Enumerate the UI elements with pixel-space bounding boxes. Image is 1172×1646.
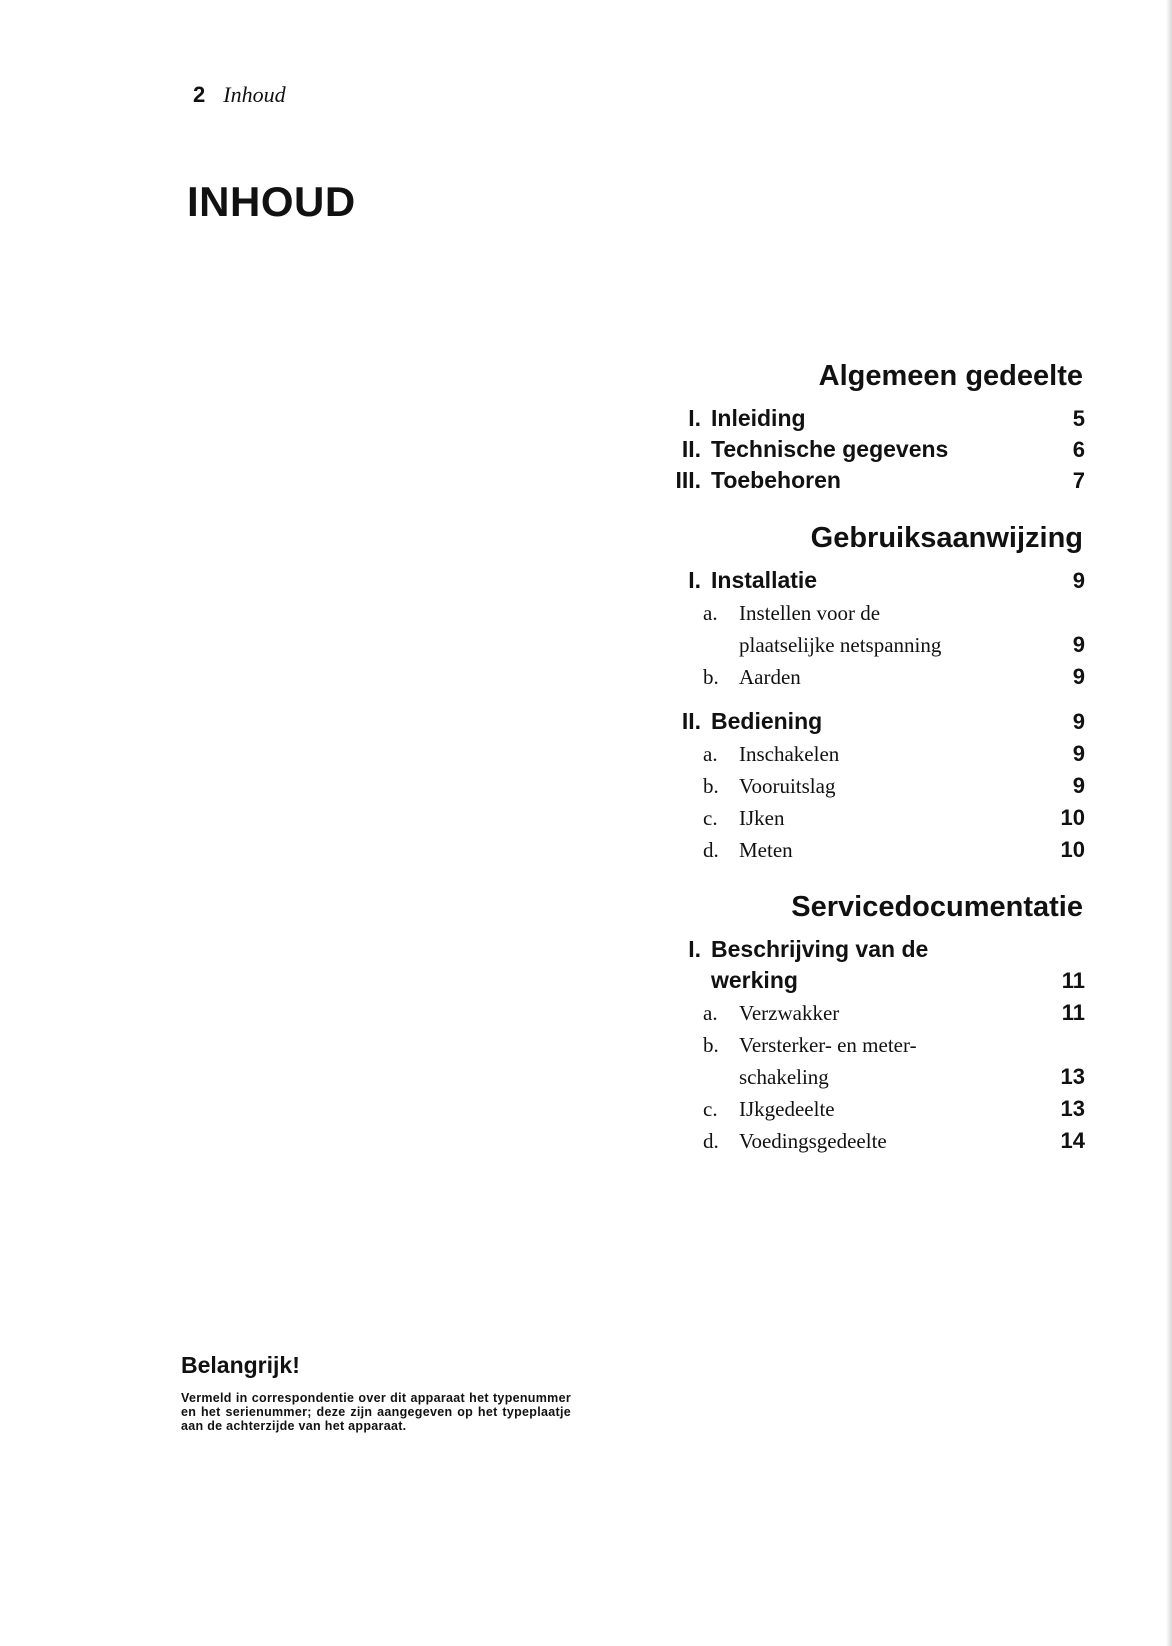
toc-entry-beschrijving[interactable] [655,932,1085,963]
toc-section-servicedocumentatie [655,891,1085,1154]
toc-entry-installatie[interactable] [655,563,1085,594]
page-number: 2 [193,82,206,107]
entry-page: 14 [1060,1128,1085,1153]
entry-number: I. [688,936,701,962]
entry-page: 10 [1060,837,1085,862]
toc-subentry-ijken[interactable] [655,799,1085,831]
subentry-letter: d. [703,838,719,862]
running-title: Inhoud [223,82,286,107]
subentry-label-continued: schakeling [739,1065,829,1089]
entry-label: Inleiding [711,405,806,431]
table-of-contents [655,360,1085,1168]
entry-number: II. [681,708,701,734]
subentry-label: Meten [739,838,793,862]
entry-number: I. [688,567,701,593]
toc-entry-inleiding[interactable] [655,401,1085,432]
subentry-label: IJkgedeelte [739,1097,835,1121]
note-text: Vermeld in correspondentie over dit apparaat het typenummer en het serienummer; deze zijn aangegeven op het typeplaatje aan de achterzijde van het apparaat. [181,1391,571,1433]
toc-entry-beschrijving-cont[interactable] [655,963,1085,994]
subentry-label: Versterker- en meter- [739,1033,917,1057]
page-edge-shadow [1166,0,1172,1646]
entry-label: Installatie [711,567,818,593]
entry-number: II. [681,436,701,462]
toc-subentry-inschakelen[interactable] [655,735,1085,767]
entry-number: III. [675,467,701,493]
subentry-label: Verzwakker [739,1001,840,1025]
page-header [193,82,286,108]
toc-subentry-instellen-cont[interactable] [655,626,1085,658]
entry-label: Beschrijving van de [711,936,929,962]
toc-subentry-voedingsgedeelte[interactable] [655,1122,1085,1154]
toc-subentry-ijkgedeelte[interactable] [655,1090,1085,1122]
subentry-letter: b. [703,665,719,689]
entry-label: Bediening [711,708,823,734]
entry-page: 5 [1072,406,1085,431]
toc-subentry-versterker-cont[interactable] [655,1058,1085,1090]
entry-page: 9 [1072,568,1085,593]
toc-subentry-instellen[interactable] [655,594,1085,626]
entry-label: Technische gegevens [711,436,949,462]
entry-page: 9 [1072,773,1085,798]
subentry-letter: b. [703,1033,719,1057]
toc-entry-technische-gegevens[interactable] [655,432,1085,463]
note-heading: Belangrijk! [181,1352,300,1378]
entry-page: 9 [1072,741,1085,766]
toc-entry-toebehoren[interactable] [655,463,1085,494]
subentry-label: IJken [739,806,785,830]
entry-page: 10 [1060,805,1085,830]
toc-entry-bediening[interactable] [655,704,1085,735]
toc-subentry-aarden[interactable] [655,658,1085,690]
subentry-label: Aarden [739,665,801,689]
subentry-label-continued: plaatselijke netspanning [739,633,942,657]
section-heading-algemeen: Algemeen gedeelte [818,360,1083,392]
toc-section-gebruiksaanwijzing [655,522,1085,863]
toc-section-algemeen [655,360,1085,494]
subentry-letter: a. [703,742,718,766]
section-heading-servicedocumentatie: Servicedocumentatie [791,891,1083,923]
entry-page: 13 [1060,1064,1085,1089]
entry-page: 7 [1072,468,1085,493]
subentry-letter: c. [703,806,718,830]
section-heading-gebruiksaanwijzing: Gebruiksaanwijzing [810,522,1083,554]
entry-page: 11 [1061,968,1085,993]
toc-subentry-verzwakker[interactable] [655,994,1085,1026]
toc-subentry-versterker[interactable] [655,1026,1085,1058]
subentry-label: Inschakelen [739,742,840,766]
subentry-letter: a. [703,1001,718,1025]
subentry-letter: d. [703,1129,719,1153]
entry-label: Toebehoren [711,467,841,493]
entry-page: 9 [1072,709,1085,734]
entry-label-continued: werking [711,967,798,993]
subentry-letter: c. [703,1097,718,1121]
subentry-letter: a. [703,601,718,625]
subentry-letter: b. [703,774,719,798]
entry-page: 11 [1061,1000,1085,1025]
subentry-label: Vooruitslag [739,774,836,798]
subentry-label: Instellen voor de [739,601,881,625]
entry-page: 9 [1072,664,1085,689]
toc-subentry-vooruitslag[interactable] [655,767,1085,799]
toc-subentry-meten[interactable] [655,831,1085,863]
page-title: INHOUD [187,178,356,225]
entry-page: 13 [1060,1096,1085,1121]
entry-number: I. [688,405,701,431]
important-note [181,1352,571,1433]
subentry-label: Voedingsgedeelte [739,1129,887,1153]
entry-page: 6 [1072,437,1085,462]
entry-page: 9 [1072,632,1085,657]
